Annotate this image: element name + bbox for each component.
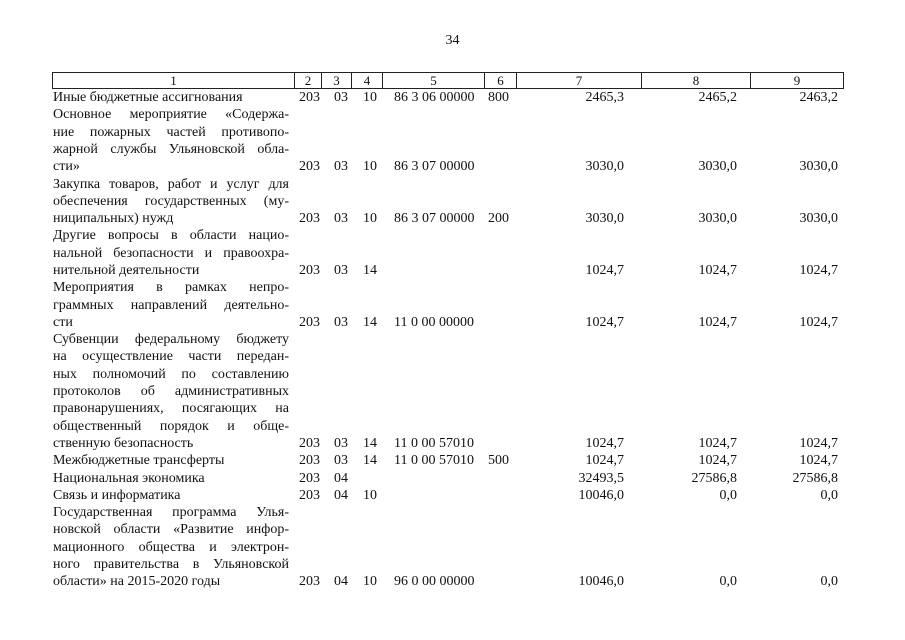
cell-col-2: 203 <box>299 453 320 469</box>
header-col-4: 4 <box>351 73 382 88</box>
cell-col-9: 1024,7 <box>799 435 838 451</box>
row-name-line: Связь и информатика <box>53 487 181 503</box>
row-name <box>53 176 289 228</box>
row-name-line: Закупка товаров, работ и услуг для <box>53 176 289 192</box>
row-name-line: Другие вопросы в области нацио- <box>53 228 289 244</box>
row-name <box>53 279 289 331</box>
row-name-line: Межбюджетные трансферты <box>53 453 225 469</box>
row-name-line: протоколов об административных <box>53 384 289 400</box>
cell-col-2: 203 <box>299 262 320 278</box>
cell-col-5: 11 0 00 57010 <box>394 435 474 451</box>
row-name-line: на осуществление части передан- <box>53 349 289 365</box>
row-name-line: Мероприятия в рамках непро- <box>53 280 289 296</box>
row-name <box>53 227 289 279</box>
cell-col-9: 27586,8 <box>792 470 838 486</box>
row-name-line: нительной деятельности <box>53 262 200 278</box>
cell-col-3: 03 <box>334 453 348 469</box>
header-col-7: 7 <box>516 73 641 88</box>
cell-col-2: 203 <box>299 90 320 105</box>
row-name-line: граммных направлений деятельно- <box>53 297 289 313</box>
cell-col-7: 1024,7 <box>585 262 624 278</box>
cell-col-3: 04 <box>334 574 348 590</box>
cell-col-3: 03 <box>334 435 348 451</box>
row-name-line: ственную безопасность <box>53 435 194 451</box>
row-name <box>53 487 289 504</box>
row-name-line: сти <box>53 314 73 330</box>
cell-col-9: 2463,2 <box>799 90 838 105</box>
row-name-line: ного правительства в Ульяновской <box>53 557 289 573</box>
cell-col-9: 1024,7 <box>799 314 838 330</box>
cell-col-2: 203 <box>299 314 320 330</box>
cell-col-9: 3030,0 <box>799 211 838 227</box>
row-name <box>53 452 289 469</box>
header-col-2: 2 <box>294 73 321 88</box>
row-name-line: Национальная экономика <box>53 470 205 486</box>
cell-col-4: 10 <box>363 159 377 175</box>
header-col-5: 5 <box>382 73 484 88</box>
cell-col-4: 10 <box>363 574 377 590</box>
cell-col-6: 800 <box>488 90 509 105</box>
row-name <box>53 331 289 452</box>
cell-col-3: 03 <box>334 262 348 278</box>
cell-col-2: 203 <box>299 470 320 486</box>
row-name <box>53 470 289 487</box>
cell-col-8: 1024,7 <box>698 435 737 451</box>
cell-col-2: 203 <box>299 211 320 227</box>
cell-col-6: 200 <box>488 211 509 227</box>
header-col-9: 9 <box>750 73 843 88</box>
cell-col-5: 86 3 07 00000 <box>394 159 475 175</box>
cell-col-2: 203 <box>299 574 320 590</box>
row-name-line: области» на 2015-2020 годы <box>53 574 221 590</box>
row-name-line: Субвенции федеральному бюджету <box>53 332 289 348</box>
cell-col-5: 11 0 00 57010 <box>394 453 474 469</box>
cell-col-9: 1024,7 <box>799 262 838 278</box>
cell-col-4: 14 <box>363 453 377 469</box>
cell-col-8: 0,0 <box>719 487 737 503</box>
page-number: 34 <box>445 33 460 48</box>
cell-col-3: 03 <box>334 90 348 105</box>
cell-col-5: 86 3 06 00000 <box>394 90 475 105</box>
cell-col-4: 14 <box>363 262 377 278</box>
header-col-8: 8 <box>641 73 750 88</box>
cell-col-7: 2465,3 <box>585 90 624 105</box>
row-name-line: нальной безопасности и правоохра- <box>53 245 289 261</box>
row-name <box>53 106 289 175</box>
cell-col-7: 10046,0 <box>578 487 624 503</box>
row-name-line: новской области «Развитие инфор- <box>53 522 289 538</box>
cell-col-3: 03 <box>334 211 348 227</box>
cell-col-2: 203 <box>299 159 320 175</box>
row-name <box>53 89 289 106</box>
cell-col-8: 1024,7 <box>698 314 737 330</box>
row-name-line: общественный порядок и обще- <box>53 418 289 434</box>
cell-col-4: 10 <box>363 211 377 227</box>
row-name-line: сти» <box>53 159 80 175</box>
cell-col-3: 04 <box>334 470 348 486</box>
cell-col-8: 27586,8 <box>691 470 737 486</box>
row-name-line: мационного общества и электрон- <box>53 539 289 555</box>
cell-col-7: 3030,0 <box>585 159 624 175</box>
row-name-line: ных полномочий по составлению <box>53 366 289 382</box>
cell-col-4: 10 <box>363 487 377 503</box>
cell-col-4: 10 <box>363 90 377 105</box>
cell-col-3: 04 <box>334 487 348 503</box>
header-col-6: 6 <box>484 73 516 88</box>
cell-col-4: 14 <box>363 314 377 330</box>
cell-col-9: 0,0 <box>820 574 838 590</box>
cell-col-7: 1024,7 <box>585 435 624 451</box>
row-name-line: Государственная программа Улья- <box>53 505 289 521</box>
cell-col-8: 3030,0 <box>698 211 737 227</box>
row-name-line: Основное мероприятие «Содержа- <box>53 107 289 123</box>
header-col-3: 3 <box>321 73 351 88</box>
table-header <box>52 72 844 89</box>
cell-col-7: 10046,0 <box>578 574 624 590</box>
cell-col-8: 3030,0 <box>698 159 737 175</box>
cell-col-5: 96 0 00 00000 <box>394 574 475 590</box>
row-name <box>53 504 289 590</box>
cell-col-2: 203 <box>299 435 320 451</box>
row-name-line: обеспечения государственных (му- <box>53 193 289 209</box>
row-name-line: жарной службы Ульяновской обла- <box>53 141 289 157</box>
cell-col-3: 03 <box>334 314 348 330</box>
cell-col-7: 32493,5 <box>578 470 624 486</box>
cell-col-2: 203 <box>299 487 320 503</box>
row-name-line: ниципальных) нужд <box>53 211 174 227</box>
row-name-line: правонарушениях, посягающих на <box>53 401 289 417</box>
cell-col-9: 0,0 <box>820 487 838 503</box>
cell-col-8: 2465,2 <box>698 90 737 105</box>
cell-col-5: 11 0 00 00000 <box>394 314 474 330</box>
cell-col-7: 3030,0 <box>585 211 624 227</box>
cell-col-5: 86 3 07 00000 <box>394 211 475 227</box>
cell-col-8: 1024,7 <box>698 453 737 469</box>
cell-col-6: 500 <box>488 453 509 469</box>
cell-col-3: 03 <box>334 159 348 175</box>
cell-col-7: 1024,7 <box>585 314 624 330</box>
cell-col-8: 1024,7 <box>698 262 737 278</box>
cell-col-9: 3030,0 <box>799 159 838 175</box>
cell-col-7: 1024,7 <box>585 453 624 469</box>
cell-col-8: 0,0 <box>719 574 737 590</box>
cell-col-4: 14 <box>363 435 377 451</box>
row-name-line: ние пожарных частей противопо- <box>53 124 289 140</box>
header-col-1: 1 <box>170 73 177 88</box>
cell-col-9: 1024,7 <box>799 453 838 469</box>
row-name-line: Иные бюджетные ассигнования <box>53 90 243 105</box>
